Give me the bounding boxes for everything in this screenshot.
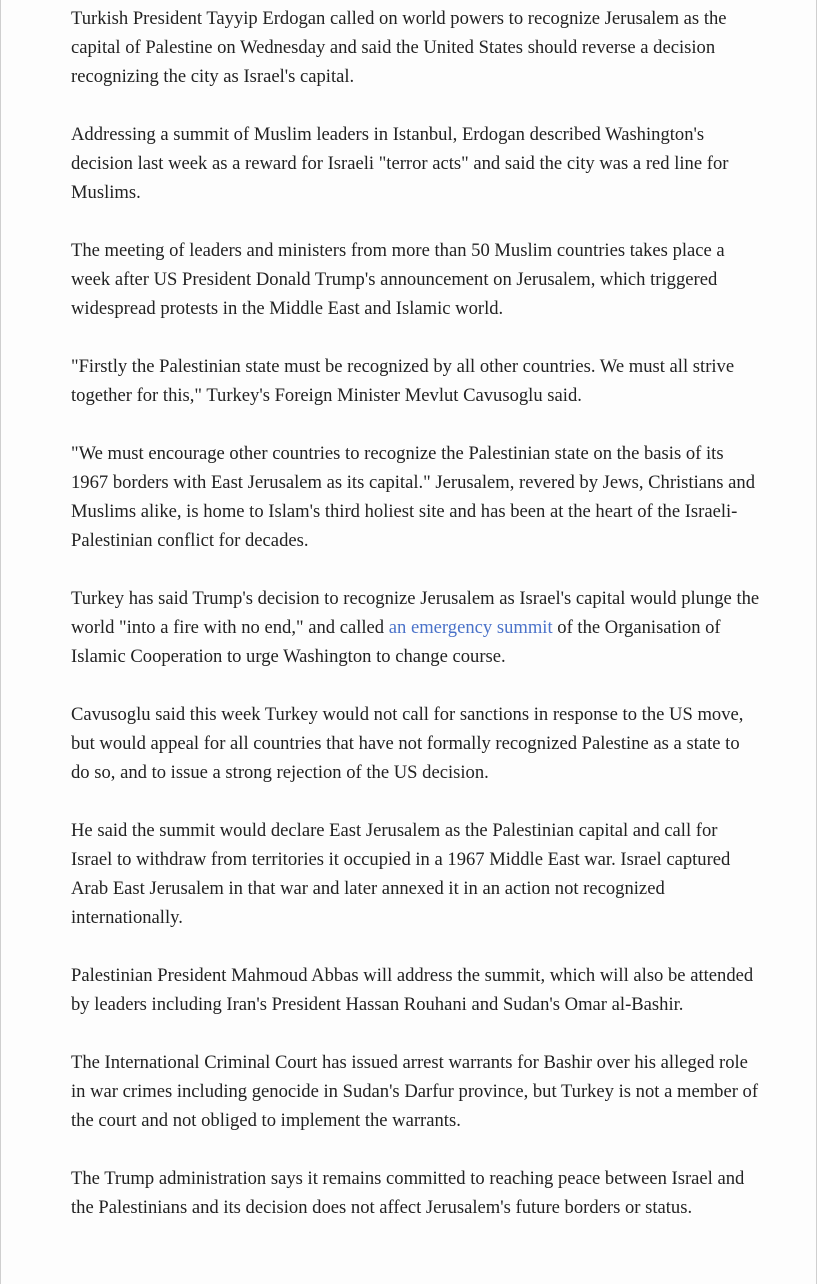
article-paragraph: Addressing a summit of Muslim leaders in Istanbul, Erdogan described Washington's decision last week as a reward for Israeli "terror acts" and said the city was a red line for Muslims. (71, 124, 729, 203)
paragraph-text-before-link: Turkey has said Trump's decision to recognize Jerusalem as Israel's capital would plunge the world "into a fire with no end," and called (71, 588, 760, 638)
article-paragraph: "We must encourage other countries to recognize the Palestinian state on the basis of its 1967 borders with East Jerusalem as its capital." Jerusalem, revered by Jews, Christians and Muslims alike, is home to Islam's third holiest site and has been at the heart of the Israeli-Palestinian conflict for decades. (71, 443, 756, 551)
paragraph-text-after-link: of the Organisation of Islamic Cooperation to urge Washington to change course. (71, 617, 721, 667)
article-paragraph: He said the summit would declare East Jerusalem as the Palestinian capital and call for Israel to withdraw from territories it occupied in a 1967 Middle East war. Israel captured Arab East Jerusalem in that war and later annexed it in an action not recognized internationally. (71, 820, 731, 928)
article-paragraph: The Trump administration says it remains committed to reaching peace between Israel and the Palestinians and its decision does not affect Jerusalem's future borders or status. (71, 1168, 745, 1218)
article-paragraph: "Firstly the Palestinian state must be recognized by all other countries. We must all strive together for this," Turkey's Foreign Minister Mevlut Cavusoglu said. (71, 356, 735, 406)
article-paragraph: Turkish President Tayyip Erdogan called on world powers to recognize Jerusalem as the capital of Palestine on Wednesday and said the United States should reverse a decision recognizing the city as Israel's capital. (71, 8, 727, 87)
article-paragraph: The meeting of leaders and ministers from more than 50 Muslim countries takes place a week after US President Donald Trump's announcement on Jerusalem, which triggered widespread protests in the Middle East and Islamic world. (71, 240, 725, 319)
article-body (71, 4, 761, 1251)
emergency-summit-link[interactable]: an emergency summit (388, 617, 553, 638)
article-paragraph (71, 584, 761, 671)
article-paragraph: The International Criminal Court has issued arrest warrants for Bashir over his alleged role in war crimes including genocide in Sudan's Darfur province, but Turkey is not a member of the court and not obliged to implement the warrants. (71, 1052, 759, 1131)
article-paragraph: Cavusoglu said this week Turkey would not call for sanctions in response to the US move, but would appeal for all countries that have not formally recognized Palestine as a state to do so, and to issue a strong rejection of the US decision. (71, 704, 744, 783)
article-paragraph: Palestinian President Mahmoud Abbas will address the summit, which will also be attended by leaders including Iran's President Hassan Rouhani and Sudan's Omar al-Bashir. (71, 965, 754, 1015)
